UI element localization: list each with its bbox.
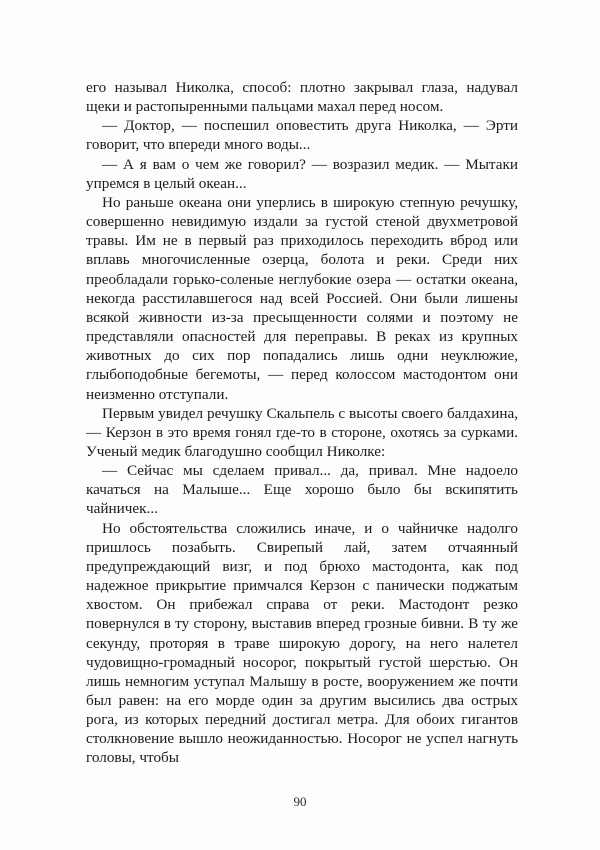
paragraph-1: его называл Николка, способ: плотно закрывал глаза, надувал щеки и растопыренными пальцами махал перед носом. [86,79,518,116]
paragraph-3: — А я вам о чем же говорил? — возразил медик. — Мытаки упремся в целый океан... [86,155,518,192]
body-text [86,78,518,768]
paragraph-6: — Сейчас мы сделаем привал... да, привал. Мне надоело качаться на Малыше... Еще хорошо было бы вскипятить чайничек... [86,462,518,518]
page-number: 90 [293,794,307,809]
paragraph-7: Но обстоятельства сложились иначе, и о чайничке надолго пришлось позабыть. Свирепый лай, затем отчаянный предупреждающий визг, и под брюхо мастодонта, как под надежное прикрытие примчался Керзон с панически поджатым хвостом. Он прибежал справа от реки. Мастодонт резко повернулся в ту сторону, выставив вперед грозные бивни. В ту же секунду, проторяя в траве широкую дорогу, на него налетел чудовищно-громадный носорог, покрытый густой шерстью. Он лишь немногим уступал Малышу в росте, вооружением же почти был равен: на его морде один за другим высились два острых рога, из которых передний достигал метра. Для обоих гигантов столкновение вышло неожиданностью. Носорог не успел нагнуть головы, чтобы [86,519,518,767]
paragraph-5: Первым увидел речушку Скальпель с высоты своего балдахина, — Керзон в это время гонял где-то в стороне, охотясь за сурками. Ученый медик благодушно сообщил Николке: [86,404,518,460]
paragraph-4: Но раньше океана они уперлись в широкую степную речушку, совершенно невидимую издали за густой стеной двухметровой травы. Им не в первый раз приходилось переходить вброд или вплавь многочисленные озерца, болота и реки. Среди них преобладали горько-соленые неглубокие озера — остатки океана, некогда расстилавшегося над всей Россией. Они были лишены всякой живности из-за пресыщенности солями и поэтому не представляли опасностей для переправы. В реках из крупных животных до сих пор попадались лишь одни неуклюжие, глыбоподобные бегемоты, — перед колоссом мастодонтом они неизменно отступали. [86,193,518,403]
paragraph-2: — Доктор, — поспешил оповестить друга Николка, — Эрти говорит, что впереди много воды... [86,117,518,154]
